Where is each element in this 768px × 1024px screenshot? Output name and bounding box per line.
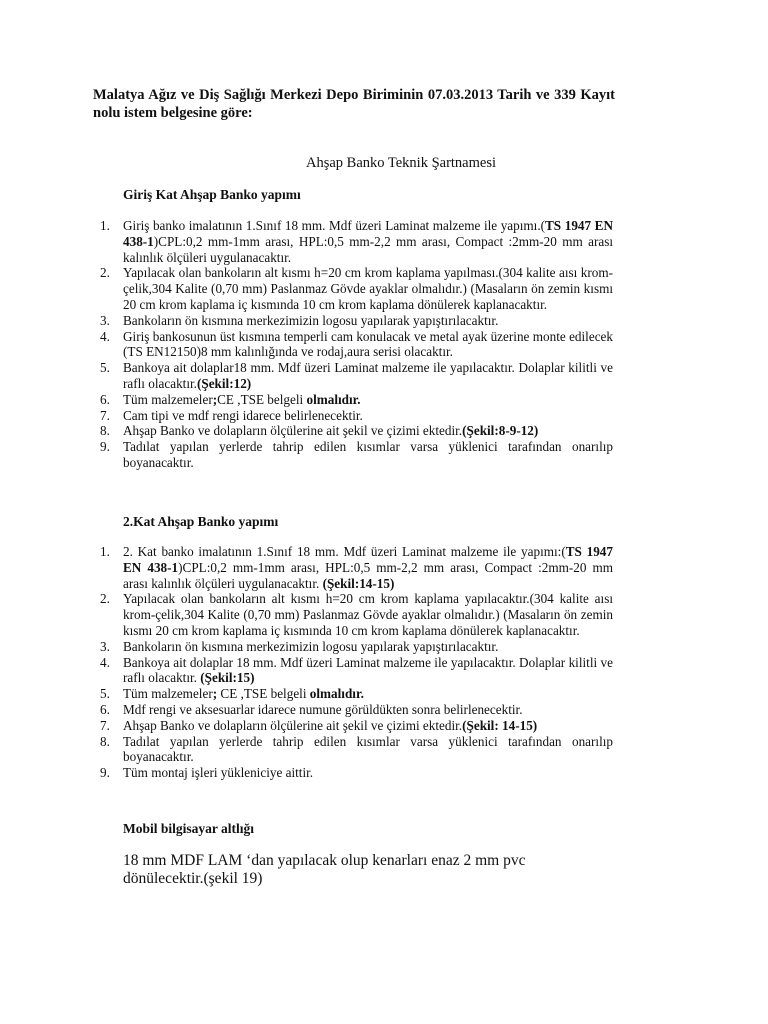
list-item [100,655,613,687]
list-item-text: Giriş banko imalatının 1.Sınıf 18 mm. Mdf üzeri Laminat malzeme ile yapımı.( [123,218,546,233]
list-item-number: 2. [100,591,110,607]
list-item [100,329,613,361]
list-item-text-bold: (Şekil:15) [200,670,255,686]
list-item-text-bold: (Şekil:14-15) [322,575,395,591]
mobil-text: 18 mm MDF LAM ‘dan yapılacak olup kenarları enaz 2 mm pvc dönülecektir.(şekil 19) [123,852,526,887]
list-item-text: Tüm montaj işleri yükleniciye aittir. [123,765,314,781]
list-item-text-bold: (Şekil:12) [196,375,252,391]
list-item-text-bold: olmalıdır. [309,686,364,702]
section-title-mobil: Mobil bilgisayar altlığı [123,821,255,836]
list-item-text: Cam tipi ve mdf rengi idarece belirlenecektir. [123,407,363,423]
list-item-number: 5. [100,360,110,376]
list-item [100,544,613,591]
list-item-number: 6. [100,391,110,407]
list-item [100,718,613,734]
list-item-number: 7. [100,717,110,733]
list-item-number: 8. [100,733,110,749]
list-item-text-bold: (Şekil:8-9-12) [462,423,539,439]
list-item-number: 7. [100,407,110,423]
list-item-number: 3. [100,312,110,328]
list-item-text: )CPL:0,2 mm-1mm arası, HPL:0,5 mm-2,2 mm arası, Compact :2mm-20 mm arası kalınlık ölçüleri uygulanacaktır. [123,233,613,265]
list-item-text: Ahşap Banko ve dolapların ölçülerine ait şekil ve çizimi ektedir. [123,717,463,733]
list-item-text: 2. Kat banko imalatının 1.Sınıf 18 mm. Mdf üzeri Laminat malzeme ile yapımı:( [123,544,566,559]
list-item-text: Bankoların ön kısmına merkezimizin logosu yapılarak yapıştırılacaktır. [123,638,499,654]
list-item-number: 8. [100,423,110,439]
list-item [100,360,613,392]
intro-paragraph: Malatya Ağız ve Diş Sağlığı Merkezi Depo Biriminin 07.03.2013 Tarih ve 339 Kayıt nolu istem belgesine göre: [93,87,615,121]
document-title: Ahşap Banko Teknik Şartnamesi [305,155,496,171]
section-title-ikinci-kat: 2.Kat Ahşap Banko yapımı [123,514,279,529]
list-item-text: )CPL:0,2 mm-1mm arası, HPL:0,5 mm-2,2 mm arası, Compact :2mm-20 mm arası kalınlık ölçüleri uygulanacaktır. [123,559,613,591]
list-item-text: Yapılacak olan bankoların alt kısmı h=20 cm krom kaplama yapılacaktır.(304 kalite aısı krom-çelik,304 Kalite (0,70 mm) Paslanmaz Gövde ayaklar olmalıdır.) (Masaların ön zemin kısmı 20 cm krom kaplama iç kısmında 10 cm krom kaplama dönülerek kaplanacaktır. [123,591,613,638]
list-item-number: 6. [100,701,110,717]
list-item-text: Tüm malzemeler [123,391,213,407]
list-item-text-bold: ; [212,686,218,702]
list-item [100,423,613,439]
list-item-text: Tadılat yapılan yerlerde tahrip edilen kısımlar varsa yüklenici tarafından onarılıp boyanacaktır. [123,733,613,765]
list-item-number: 9. [100,439,110,455]
list-item-number: 4. [100,654,110,670]
list-item-text: Bankoların ön kısmına merkezimizin logosu yapılarak yapıştırılacaktır. [123,312,499,328]
list-item-number: 1. [100,544,110,559]
list-item-text: Tadılat yapılan yerlerde tahrip edilen kısımlar varsa yüklenici tarafından onarılıp boyanacaktır. [123,439,613,470]
list-item [100,686,613,702]
list-item-text: Yapılacak olan bankoların alt kısmı h=20 cm krom kaplama yapılması.(304 kalite aısı krom-çelik,304 Kalite (0,70 mm) Paslanmaz Gövde ayaklar olmalıdır.) (Masaların ön zemin kısmı 20 cm krom kaplama iç kısmında 10 cm krom kaplama dönülerek kaplanacaktır. [123,265,613,312]
list-item-text: Bankoya ait dolaplar18 mm. Mdf üzeri Laminat malzeme ile yapılacaktır. Dolaplar kilitli ve raflı olacaktır. [123,360,613,391]
list-item-text-bold: TS 1947 EN 438-1 [123,218,613,249]
list-item-text-bold: (Şekil: 14-15) [462,717,538,733]
list-item [100,265,613,312]
list-item [100,439,613,471]
list-item-text-bold: ; [212,391,218,407]
list-item [100,702,613,718]
list-item-text: Bankoya ait dolaplar 18 mm. Mdf üzeri Laminat malzeme ile yapılacaktır. Dolaplar kilitli ve raflı olacaktır. [123,654,613,686]
list-item-text: Ahşap Banko ve dolapların ölçülerine ait şekil ve çizimi ektedir. [123,423,463,439]
section-title-giris: Giriş Kat Ahşap Banko yapımı [123,187,301,202]
list-item-text: Giriş bankosunun üst kısmına temperli cam konulacak ve metal ayak üzerine monte edilecek (TS EN12150)8 mm kalınlığında ve rodaj,aura serisi olacaktır. [123,328,613,360]
list-item [100,313,613,329]
list-item [100,408,613,424]
list-item-text-bold: olmalıdır. [306,391,361,407]
list-item [100,639,613,655]
list-item [100,591,613,638]
section-list-giris [100,218,613,471]
list-item [100,218,613,265]
section-list-ikinci-kat [100,544,613,781]
list-item-text: Tüm malzemeler [123,686,213,702]
list-item [100,765,613,781]
list-item-number: 1. [100,218,110,233]
list-item-number: 5. [100,686,110,702]
list-item-text: CE ,TSE belgeli [217,686,310,702]
list-item-text: CE ,TSE belgeli [217,391,307,407]
list-item-number: 2. [100,265,110,281]
list-item [100,392,613,408]
list-item-text: Mdf rengi ve aksesuarlar idarece numune görüldükten sonra belirlenecektir. [123,701,523,717]
list-item-number: 4. [100,328,110,344]
list-item-number: 9. [100,765,110,781]
list-item-number: 3. [100,638,110,654]
list-item [100,734,613,766]
list-item-text-bold: TS 1947 EN 438-1 [123,544,613,575]
